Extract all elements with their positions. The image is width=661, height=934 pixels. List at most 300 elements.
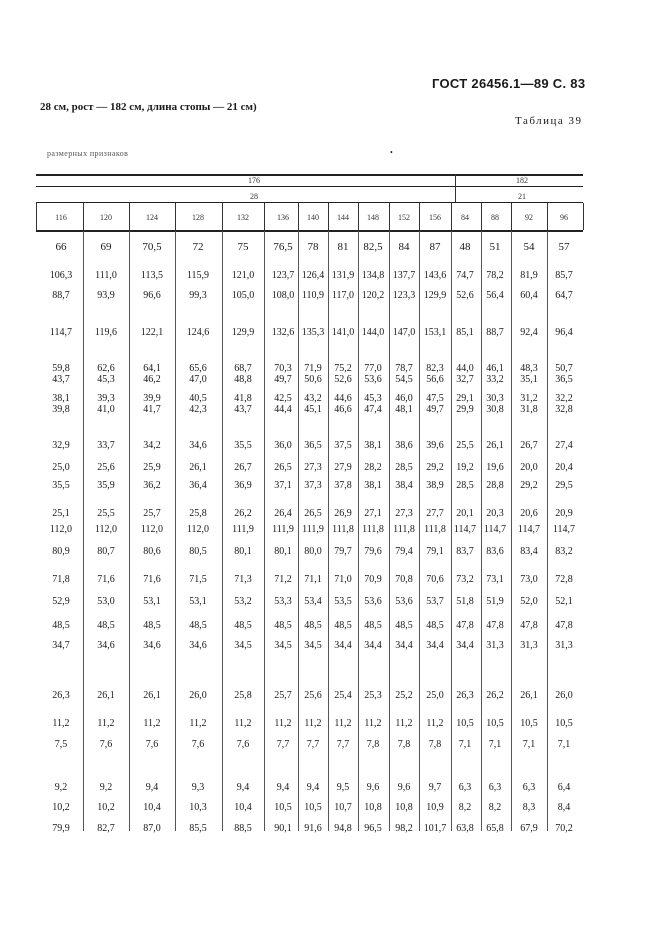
table-cell: 132,6 [271, 327, 295, 338]
table-cell: 54 [523, 241, 535, 253]
page-header: ГОСТ 26456.1—89 С. 83 [432, 76, 586, 91]
table-cell: 83,4 [520, 546, 538, 557]
table-cell: 26,1 [189, 462, 207, 473]
table-cell: 20,9 [555, 508, 573, 519]
table-cell: 80,1 [274, 546, 292, 557]
table-cell: 48,5 [426, 620, 444, 631]
table-cell: 34,4 [334, 640, 352, 651]
column-separator [222, 203, 223, 230]
column-separator [583, 203, 584, 230]
column-header: 92 [525, 213, 533, 222]
table-cell: 71,1 [304, 574, 322, 585]
table-cell: 50,7 [555, 363, 573, 374]
table-cell: 34,6 [189, 640, 207, 651]
table-cell: 70,2 [555, 823, 573, 834]
table-cell: 43,2 [304, 393, 322, 404]
column-separator [451, 203, 452, 230]
column-header: 84 [461, 213, 469, 222]
table-cell: 52,0 [520, 596, 538, 607]
column-separator [389, 203, 390, 230]
column-separator [419, 231, 420, 831]
table-cell: 11,2 [395, 718, 413, 729]
table-cell: 25,8 [234, 690, 252, 701]
table-cell: 53,0 [97, 596, 115, 607]
table-cell: 71,0 [334, 574, 352, 585]
column-header: 156 [429, 213, 441, 222]
table-cell: 7,1 [522, 739, 536, 750]
table-cell: 80,9 [52, 546, 70, 557]
table-caption: размерных признаков [47, 149, 129, 158]
table-cell: 48,5 [304, 620, 322, 631]
table-cell: 66 [55, 241, 67, 253]
table-cell: 81,9 [520, 270, 538, 281]
table-cell: 19,2 [456, 462, 474, 473]
table-cell: 34,5 [234, 640, 252, 651]
table-cell: 36,2 [143, 480, 161, 491]
table-cell: 47,5 [426, 393, 444, 404]
table-cell: 65,8 [486, 823, 504, 834]
table-cell: 72 [192, 241, 204, 253]
table-cell: 29,1 [456, 393, 474, 404]
table-cell: 26,3 [456, 690, 474, 701]
table-cell: 83,2 [555, 546, 573, 557]
table-cell: 8,4 [557, 802, 571, 813]
table-cell: 32,2 [555, 393, 573, 404]
table-cell: 9,5 [336, 782, 350, 793]
group-foot-label: 28 [250, 192, 258, 201]
table-cell: 47,4 [364, 404, 382, 415]
table-cell: 91,6 [304, 823, 322, 834]
table-cell: 79,4 [395, 546, 413, 557]
table-cell: 62,6 [97, 363, 115, 374]
table-cell: 7,6 [145, 739, 159, 750]
column-header: 96 [560, 213, 568, 222]
table-cell: 26,3 [52, 690, 70, 701]
table-cell: 41,7 [143, 404, 161, 415]
table-cell: 79,6 [364, 546, 382, 557]
table-cell: 53,6 [395, 596, 413, 607]
table-cell: 123,7 [271, 270, 295, 281]
table-cell: 31,3 [520, 640, 538, 651]
table-cell: 7,8 [366, 739, 380, 750]
table-cell: 79,1 [426, 546, 444, 557]
table-cell: 42,5 [274, 393, 292, 404]
table-cell: 75,2 [334, 363, 352, 374]
table-cell: 26,5 [304, 508, 322, 519]
column-header: 88 [491, 213, 499, 222]
table-cell: 112,0 [94, 524, 118, 535]
table-cell: 11,2 [334, 718, 352, 729]
table-cell: 7,8 [397, 739, 411, 750]
table-cell: 48,5 [364, 620, 382, 631]
table-cell: 88,5 [234, 823, 252, 834]
table-cell: 111,8 [362, 524, 384, 535]
table-cell: 112,0 [140, 524, 164, 535]
table-cell: 7,6 [236, 739, 250, 750]
column-separator [419, 203, 420, 230]
table-cell: 50,6 [304, 374, 322, 385]
table-cell: 82,7 [97, 823, 115, 834]
table-cell: 64,7 [555, 290, 573, 301]
table-cell: 88,7 [52, 290, 70, 301]
table-cell: 10,3 [189, 802, 207, 813]
table-cell: 101,7 [423, 823, 447, 834]
table-cell: 40,5 [189, 393, 207, 404]
table-cell: 35,5 [52, 480, 70, 491]
table-cell: 19,6 [486, 462, 504, 473]
group-height-label: 176 [248, 176, 260, 185]
table-cell: 84 [398, 241, 410, 253]
table-cell: 114,7 [453, 524, 477, 535]
table-cell: 76,5 [273, 241, 293, 253]
table-cell: 11,2 [143, 718, 161, 729]
table-cell: 53,7 [426, 596, 444, 607]
column-header: 140 [307, 213, 319, 222]
table-cell: 53,6 [364, 596, 382, 607]
table-cell: 34,4 [456, 640, 474, 651]
table-cell: 26,1 [520, 690, 538, 701]
table-cell: 153,1 [423, 327, 447, 338]
table-cell: 37,8 [334, 480, 352, 491]
table-cell: 38,4 [395, 480, 413, 491]
table-cell: 28,5 [456, 480, 474, 491]
table-cell: 25,5 [456, 440, 474, 451]
column-separator [511, 231, 512, 831]
table-cell: 119,6 [94, 327, 118, 338]
table-cell: 111,9 [302, 524, 324, 535]
table-cell: 48,1 [395, 404, 413, 415]
table-cell: 134,8 [361, 270, 385, 281]
table-cell: 25,7 [274, 690, 292, 701]
column-separator [175, 203, 176, 230]
table-cell: 74,7 [456, 270, 474, 281]
table-cell: 25,0 [52, 462, 70, 473]
table-cell: 29,2 [426, 462, 444, 473]
table-cell: 70,8 [395, 574, 413, 585]
table-cell: 108,0 [271, 290, 295, 301]
table-cell: 129,9 [231, 327, 255, 338]
table-cell: 20,3 [486, 508, 504, 519]
table-cell: 68,7 [234, 363, 252, 374]
column-header: 132 [237, 213, 249, 222]
table-cell: 26,1 [486, 440, 504, 451]
table-cell: 9,6 [397, 782, 411, 793]
table-cell: 10,8 [395, 802, 413, 813]
table-cell: 7,1 [557, 739, 571, 750]
stray-mark: • [390, 148, 393, 157]
table-cell: 94,8 [334, 823, 352, 834]
table-cell: 20,1 [456, 508, 474, 519]
table-cell: 29,5 [555, 480, 573, 491]
table-cell: 44,4 [274, 404, 292, 415]
table-cell: 43,7 [52, 374, 70, 385]
table-cell: 48,5 [189, 620, 207, 631]
table-cell: 7,5 [54, 739, 68, 750]
table-cell: 33,7 [97, 440, 115, 451]
table-label: Таблица 39 [515, 115, 583, 127]
table-cell: 53,3 [274, 596, 292, 607]
table-cell: 131,9 [331, 270, 355, 281]
table-cell: 45,3 [97, 374, 115, 385]
table-cell: 51,8 [456, 596, 474, 607]
column-header: 128 [192, 213, 204, 222]
table-cell: 9,7 [428, 782, 442, 793]
table-cell: 26,9 [334, 508, 352, 519]
table-cell: 36,5 [555, 374, 573, 385]
column-header: 116 [55, 213, 67, 222]
table-cell: 63,8 [456, 823, 474, 834]
table-cell: 70,6 [426, 574, 444, 585]
table-cell: 53,5 [334, 596, 352, 607]
table-cell: 48 [459, 241, 471, 253]
table-cell: 144,0 [361, 327, 385, 338]
table-cell: 11,2 [364, 718, 382, 729]
column-separator [222, 231, 223, 831]
table-cell: 70,3 [274, 363, 292, 374]
table-cell: 41,0 [97, 404, 115, 415]
table-cell: 83,6 [486, 546, 504, 557]
table-cell: 56,6 [426, 374, 444, 385]
table-cell: 35,1 [520, 374, 538, 385]
group-foot-label: 21 [518, 192, 526, 201]
table-cell: 32,9 [52, 440, 70, 451]
table-cell: 7,8 [428, 739, 442, 750]
table-cell: 26,7 [520, 440, 538, 451]
table-cell: 53,2 [234, 596, 252, 607]
table-cell: 51 [489, 241, 501, 253]
table-cell: 72,8 [555, 574, 573, 585]
group-height-label: 182 [516, 176, 528, 185]
table-cell: 49,7 [426, 404, 444, 415]
table-cell: 96,4 [555, 327, 573, 338]
table-cell: 99,3 [189, 290, 207, 301]
table-cell: 92,4 [520, 327, 538, 338]
table-cell: 126,4 [301, 270, 325, 281]
table-cell: 30,3 [486, 393, 504, 404]
table-cell: 53,4 [304, 596, 322, 607]
table-cell: 80,0 [304, 546, 322, 557]
table-cell: 54,5 [395, 374, 413, 385]
table-cell: 36,5 [304, 440, 322, 451]
column-separator [83, 231, 84, 831]
column-separator [264, 231, 265, 831]
table-cell: 6,4 [557, 782, 571, 793]
column-separator [358, 231, 359, 831]
table-cell: 117,0 [331, 290, 355, 301]
table-cell: 7,7 [336, 739, 350, 750]
table-cell: 59,8 [52, 363, 70, 374]
table-cell: 36,0 [274, 440, 292, 451]
table-cell: 69 [100, 241, 112, 253]
table-cell: 112,0 [49, 524, 73, 535]
table-cell: 111,0 [95, 270, 117, 281]
table-cell: 88,7 [486, 327, 504, 338]
table-cell: 87 [429, 241, 441, 253]
table-cell: 9,4 [306, 782, 320, 793]
table-cell: 47,0 [189, 374, 207, 385]
table-cell: 46,6 [334, 404, 352, 415]
table-cell: 10,2 [97, 802, 115, 813]
table-cell: 80,7 [97, 546, 115, 557]
table-cell: 70,9 [364, 574, 382, 585]
column-separator [83, 203, 84, 230]
column-separator [129, 231, 130, 831]
table-cell: 11,2 [52, 718, 70, 729]
table-cell: 10,7 [334, 802, 352, 813]
table-cell: 64,1 [143, 363, 161, 374]
table-cell: 27,1 [364, 508, 382, 519]
table-cell: 44,6 [334, 393, 352, 404]
table-cell: 26,2 [486, 690, 504, 701]
table-cell: 110,9 [301, 290, 325, 301]
table-cell: 25,8 [189, 508, 207, 519]
table-cell: 79,9 [52, 823, 70, 834]
table-cell: 46,1 [486, 363, 504, 374]
table-cell: 45,3 [364, 393, 382, 404]
table-cell: 73,2 [456, 574, 474, 585]
table-cell: 37,1 [274, 480, 292, 491]
table-cell: 34,4 [395, 640, 413, 651]
table-cell: 43,7 [234, 404, 252, 415]
table-cell: 78,2 [486, 270, 504, 281]
table-cell: 52,6 [334, 374, 352, 385]
table-cell: 39,8 [52, 404, 70, 415]
table-cell: 39,9 [143, 393, 161, 404]
table-cell: 9,2 [54, 782, 68, 793]
table-cell: 34,5 [274, 640, 292, 651]
table-cell: 56,4 [486, 290, 504, 301]
column-separator [36, 203, 37, 230]
column-separator [547, 203, 548, 230]
table-cell: 52,6 [456, 290, 474, 301]
table-cell: 8,3 [522, 802, 536, 813]
table-cell: 46,2 [143, 374, 161, 385]
table-cell: 71,8 [52, 574, 70, 585]
table-cell: 141,0 [331, 327, 355, 338]
column-separator [547, 231, 548, 831]
table-cell: 147,0 [392, 327, 416, 338]
column-header: 144 [337, 213, 349, 222]
table-cell: 114,7 [517, 524, 541, 535]
table-cell: 26,5 [274, 462, 292, 473]
table-cell: 48,5 [334, 620, 352, 631]
table-cell: 78 [307, 241, 319, 253]
table-cell: 96,6 [143, 290, 161, 301]
table-cell: 123,3 [392, 290, 416, 301]
table-cell: 37,3 [304, 480, 322, 491]
table-cell: 32,8 [555, 404, 573, 415]
table-cell: 137,7 [392, 270, 416, 281]
table-cell: 25,6 [304, 690, 322, 701]
table-cell: 71,2 [274, 574, 292, 585]
table-cell: 75 [237, 241, 249, 253]
table-cell: 26,2 [234, 508, 252, 519]
table-cell: 26,1 [97, 690, 115, 701]
table-top-rule [36, 174, 583, 176]
column-separator [451, 231, 452, 831]
table-cell: 34,6 [189, 440, 207, 451]
table-cell: 7,1 [458, 739, 472, 750]
table-cell: 33,2 [486, 374, 504, 385]
table-cell: 115,9 [186, 270, 210, 281]
table-cell: 11,2 [274, 718, 292, 729]
table-cell: 11,2 [304, 718, 322, 729]
table-cell: 57 [558, 241, 570, 253]
table-cell: 114,7 [49, 327, 73, 338]
table-cell: 71,3 [234, 574, 252, 585]
table-cell: 26,1 [143, 690, 161, 701]
table-cell: 120,2 [361, 290, 385, 301]
column-separator [481, 231, 482, 831]
table-cell: 52,9 [52, 596, 70, 607]
table-cell: 83,7 [456, 546, 474, 557]
table-cell: 9,3 [191, 782, 205, 793]
table-cell: 111,9 [232, 524, 254, 535]
table-cell: 25,6 [97, 462, 115, 473]
table-cell: 7,7 [276, 739, 290, 750]
table-cell: 44,0 [456, 363, 474, 374]
column-separator [175, 231, 176, 831]
table-cell: 87,0 [143, 823, 161, 834]
table-cell: 82,3 [426, 363, 444, 374]
table-cell: 38,1 [52, 393, 70, 404]
column-separator [298, 231, 299, 831]
table-cell: 71,6 [143, 574, 161, 585]
table-cell: 11,2 [189, 718, 207, 729]
table-cell: 10,8 [364, 802, 382, 813]
table-cell: 111,8 [393, 524, 415, 535]
table-cell: 93,9 [97, 290, 115, 301]
table-cell: 10,5 [486, 718, 504, 729]
table-cell: 27,9 [334, 462, 352, 473]
table-cell: 9,6 [366, 782, 380, 793]
table-cell: 47,8 [456, 620, 474, 631]
table-cell: 8,2 [458, 802, 472, 813]
table-cell: 34,6 [97, 640, 115, 651]
table-cell: 26,0 [189, 690, 207, 701]
table-cell: 124,6 [186, 327, 210, 338]
table-cell: 37,5 [334, 440, 352, 451]
table-cell: 113,5 [140, 270, 164, 281]
table-cell: 47,8 [520, 620, 538, 631]
table-cell: 34,7 [52, 640, 70, 651]
table-cell: 34,2 [143, 440, 161, 451]
header-bottom-rule [36, 230, 583, 232]
table-cell: 20,0 [520, 462, 538, 473]
table-cell: 111,8 [424, 524, 446, 535]
column-separator [129, 203, 130, 230]
table-cell: 39,6 [426, 440, 444, 451]
table-cell: 31,3 [486, 640, 504, 651]
table-cell: 29,9 [456, 404, 474, 415]
table-cell: 90,1 [274, 823, 292, 834]
table-cell: 41,8 [234, 393, 252, 404]
table-cell: 7,6 [191, 739, 205, 750]
table-cell: 7,6 [99, 739, 113, 750]
group-height-rule [36, 186, 583, 187]
table-cell: 38,6 [395, 440, 413, 451]
table-cell: 32,7 [456, 374, 474, 385]
table-cell: 35,5 [234, 440, 252, 451]
table-cell: 25,7 [143, 508, 161, 519]
table-cell: 7,1 [488, 739, 502, 750]
table-cell: 6,3 [522, 782, 536, 793]
table-cell: 80,1 [234, 546, 252, 557]
table-cell: 8,2 [488, 802, 502, 813]
table-cell: 36,4 [189, 480, 207, 491]
table-cell: 10,5 [555, 718, 573, 729]
table-cell: 27,3 [395, 508, 413, 519]
